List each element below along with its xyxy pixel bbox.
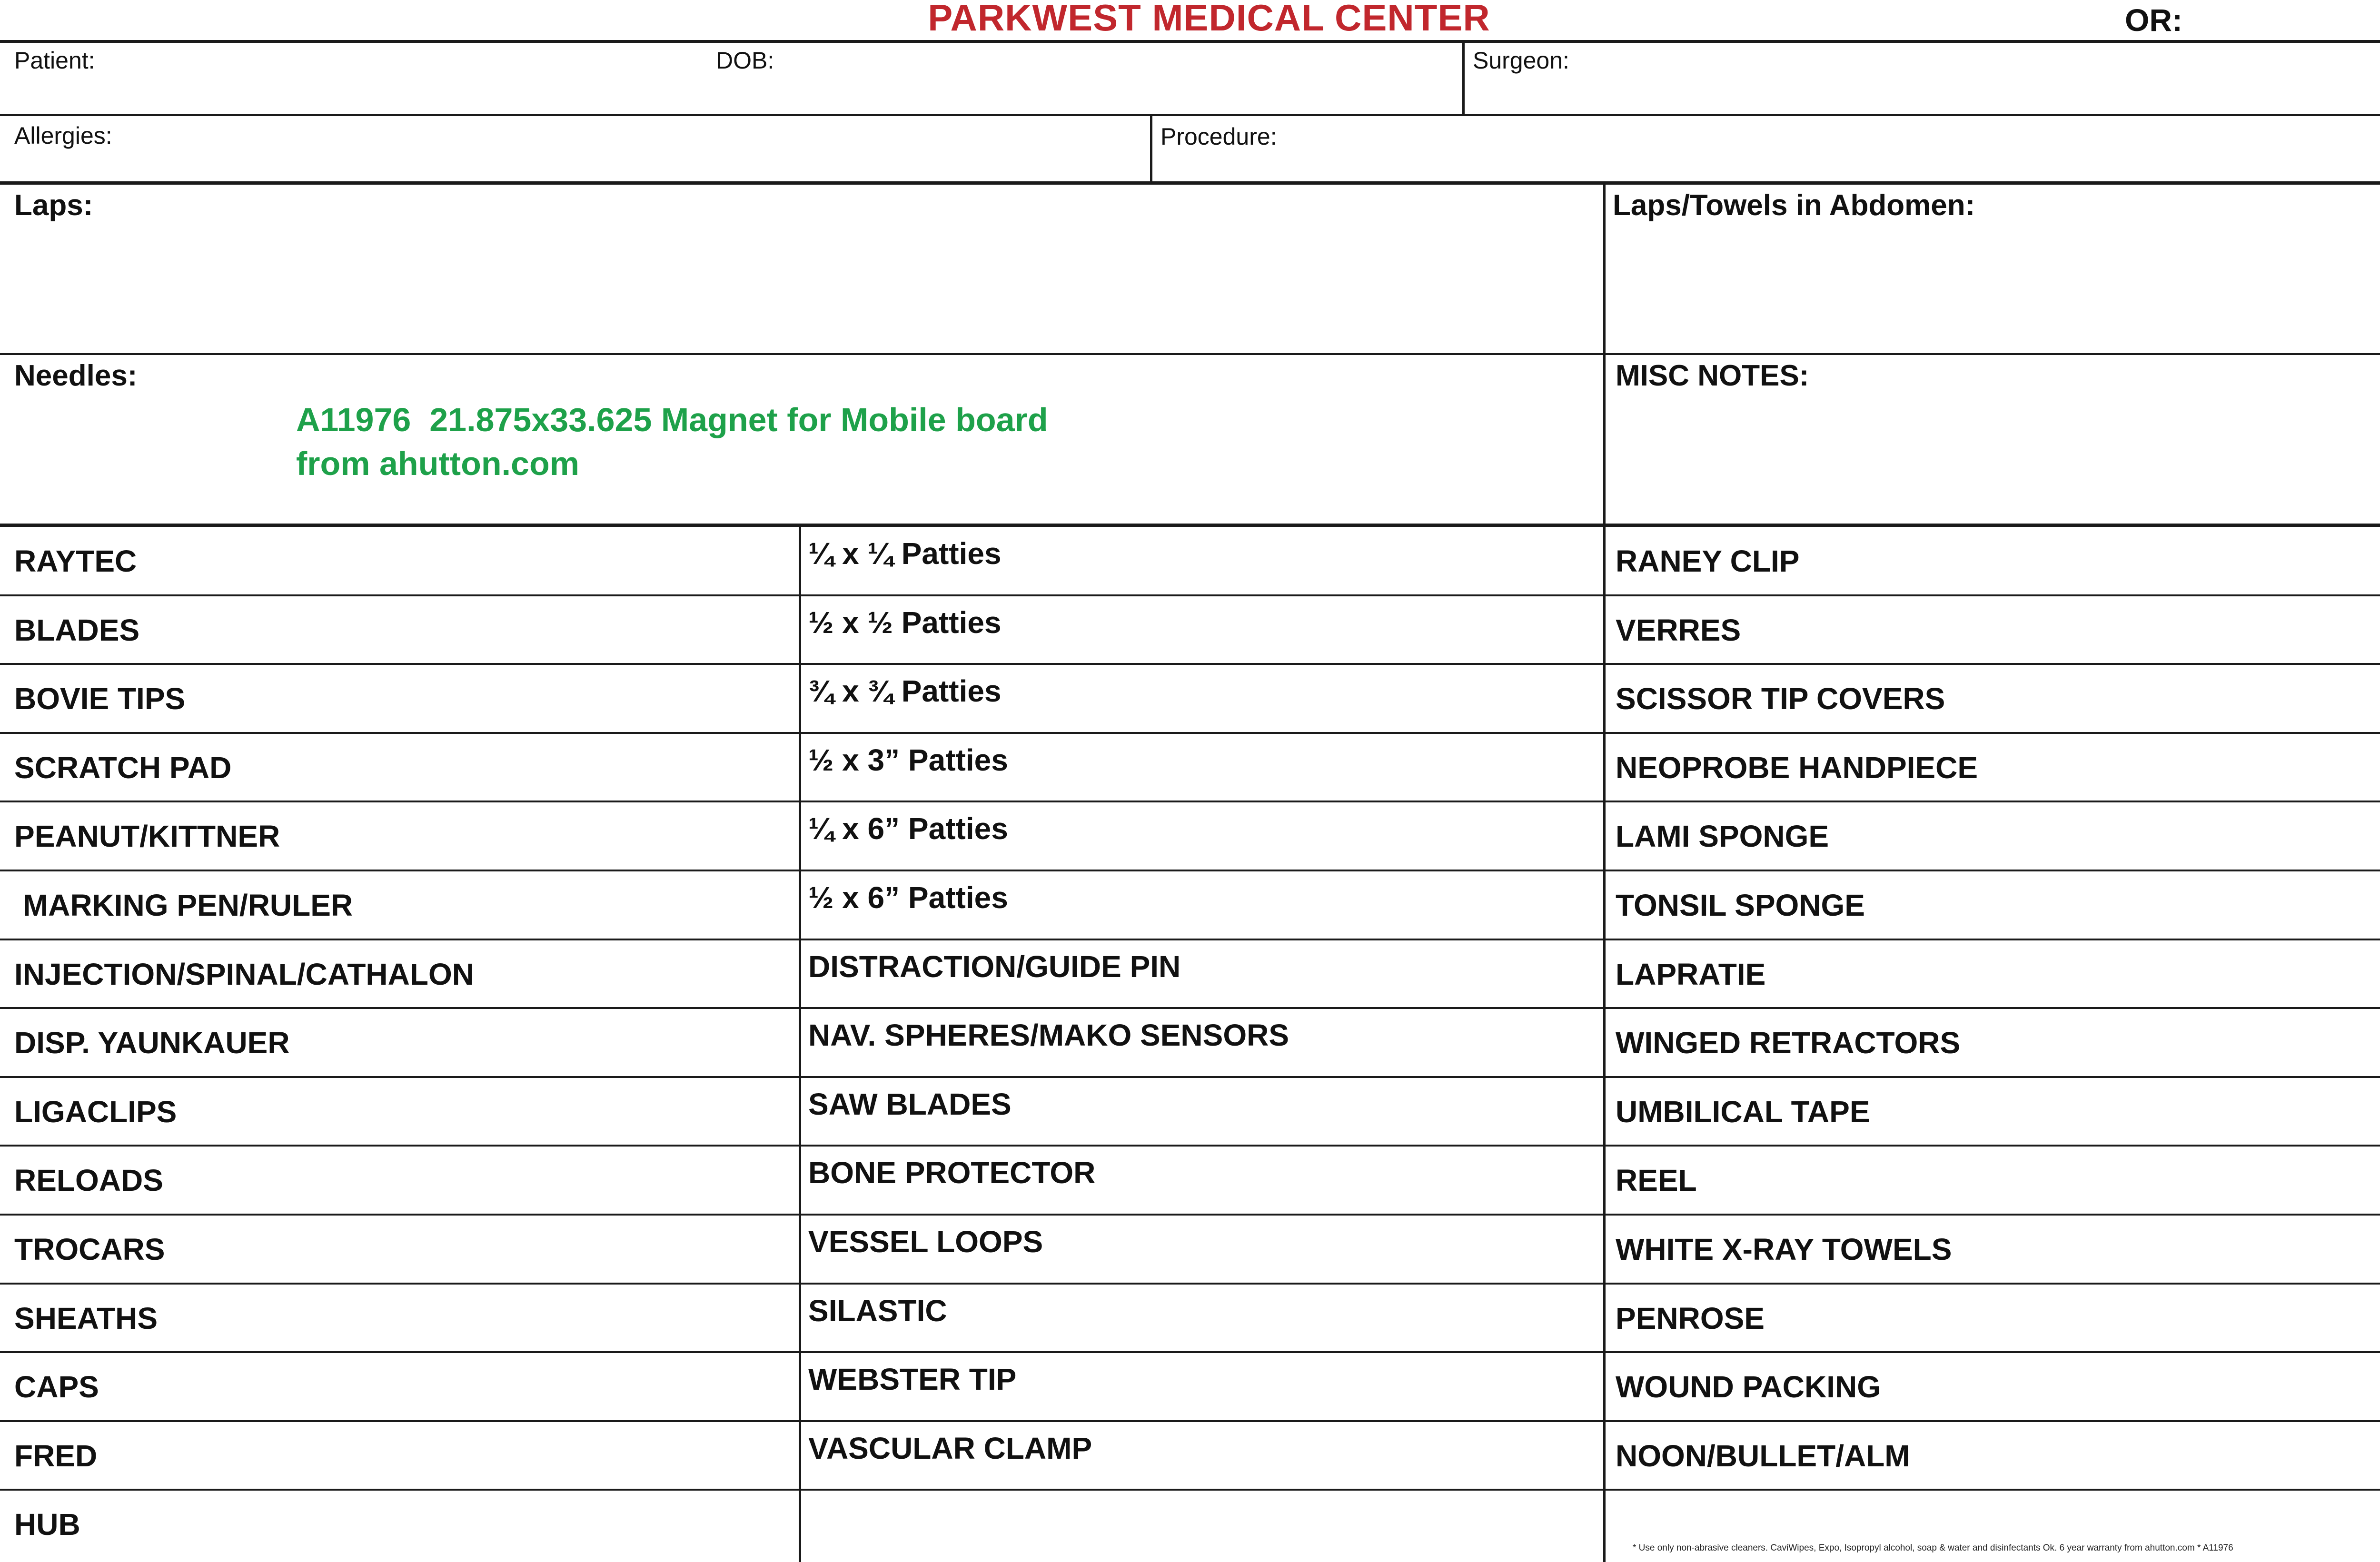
rule-under-title [0,40,2380,43]
checklist-item-middle: ½ x ½ Patties [808,605,1002,640]
checklist-item-left: PEANUT/KITTNER [14,819,280,853]
checklist-item-left: BOVIE TIPS [14,682,186,716]
promo-line-2: from ahutton.com [296,445,579,482]
checklist-item-left: TROCARS [14,1232,165,1266]
laps-towels-label: Laps/Towels in Abdomen: [1613,189,1975,222]
grid-row-rule [0,1351,2380,1353]
checklist-item-left: HUB [14,1507,80,1542]
divider-surgeon [1462,42,1465,115]
checklist-item-middle: WEBSTER TIP [808,1362,1017,1396]
rule-under-laps [0,353,2380,355]
checklist-item-right: TONSIL SPONGE [1616,888,1865,922]
checklist-item-left: SCRATCH PAD [14,751,232,785]
checklist-item-left: RELOADS [14,1163,163,1197]
checklist-item-right: WHITE X-RAY TOWELS [1616,1232,1952,1266]
checklist-item-right: REEL [1616,1163,1697,1197]
checklist-item-right: SCISSOR TIP COVERS [1616,682,1945,716]
grid-row-rule [0,1283,2380,1285]
checklist-item-right: PENROSE [1616,1301,1765,1335]
checklist-item-right: NEOPROBE HANDPIECE [1616,751,1978,785]
grid-row-rule [0,594,2380,596]
checklist-item-right: WOUND PACKING [1616,1370,1881,1404]
checklist-item-middle: ½ x 3” Patties [808,743,1008,777]
checklist-item-middle: VESSEL LOOPS [808,1225,1043,1259]
checklist-item-middle: ¼ x ¼ Patties [808,536,1002,571]
or-label: OR: [2125,2,2182,38]
misc-notes-label: MISC NOTES: [1616,359,1809,392]
checklist-item-middle: SAW BLADES [808,1087,1012,1121]
dob-label: DOB: [716,47,774,74]
checklist-item-left: RAYTEC [14,544,137,578]
grid-row-rule [0,939,2380,940]
checklist-item-left: CAPS [14,1370,99,1404]
promo-text [296,398,1048,485]
checklist-item-middle: VASCULAR CLAMP [808,1431,1092,1465]
allergies-label: Allergies: [14,122,112,149]
laps-label: Laps: [14,189,93,222]
grid-row-rule [0,1076,2380,1078]
grid-row-rule [0,870,2380,871]
checklist-item-middle: SILASTIC [808,1294,947,1328]
checklist-item-right: NOON/BULLET/ALM [1616,1439,1910,1473]
checklist-item-middle: NAV. SPHERES/MAKO SENSORS [808,1018,1289,1052]
checklist-item-left: BLADES [14,613,140,647]
footer-note: * Use only non-abrasive cleaners. CaviWipes, Expo, Isopropyl alcohol, soap & water and disinfectants Ok. 6 year warranty from ahutton.com * A11976 [1633,1543,2233,1553]
grid-row-rule [0,1145,2380,1147]
rule-under-allergies [0,181,2380,185]
checklist-item-right: LAPRATIE [1616,957,1766,991]
grid-row-rule [0,801,2380,802]
grid-row-rule [0,663,2380,665]
checklist-item-left: DISP. YAUNKAUER [14,1026,290,1060]
checklist-item-right: UMBILICAL TAPE [1616,1095,1870,1129]
checklist-item-right: RANEY CLIP [1616,544,1800,578]
divider-laps [1603,184,1606,525]
needles-label: Needles: [14,359,138,392]
checklist-item-middle: ¼ x 6” Patties [808,811,1008,846]
rule-under-needles [0,524,2380,527]
rule-under-patient [0,114,2380,116]
checklist-item-left: INJECTION/SPINAL/CATHALON [14,957,474,991]
patient-label: Patient: [14,47,95,74]
checklist-item-middle: DISTRACTION/GUIDE PIN [808,949,1181,984]
grid-column-rule [1603,525,1606,1562]
checklist-item-middle: ½ x 6” Patties [808,880,1008,915]
grid-row-rule [0,732,2380,734]
procedure-label: Procedure: [1160,123,1277,150]
checklist-item-right: VERRES [1616,613,1741,647]
divider-procedure [1150,115,1152,183]
grid-row-rule [0,1489,2380,1491]
checklist-item-right: LAMI SPONGE [1616,819,1829,853]
checklist-item-left: FRED [14,1439,98,1473]
checklist-item-left: LIGACLIPS [14,1095,177,1129]
checklist-item-middle: BONE PROTECTOR [808,1156,1096,1190]
checklist-item-left: MARKING PEN/RULER [14,888,353,922]
checklist-item-middle: ¾ x ¾ Patties [808,674,1002,708]
grid-row-rule [0,1214,2380,1216]
grid-row-rule [0,1007,2380,1009]
grid-column-rule [799,525,801,1562]
grid-row-rule [0,1420,2380,1422]
promo-line-1: A11976 21.875x33.625 Magnet for Mobile board [296,401,1048,438]
checklist-item-left: SHEATHS [14,1301,158,1335]
checklist-item-right: WINGED RETRACTORS [1616,1026,1961,1060]
page-title: PARKWEST MEDICAL CENTER [928,0,1490,39]
surgeon-label: Surgeon: [1473,47,1569,74]
